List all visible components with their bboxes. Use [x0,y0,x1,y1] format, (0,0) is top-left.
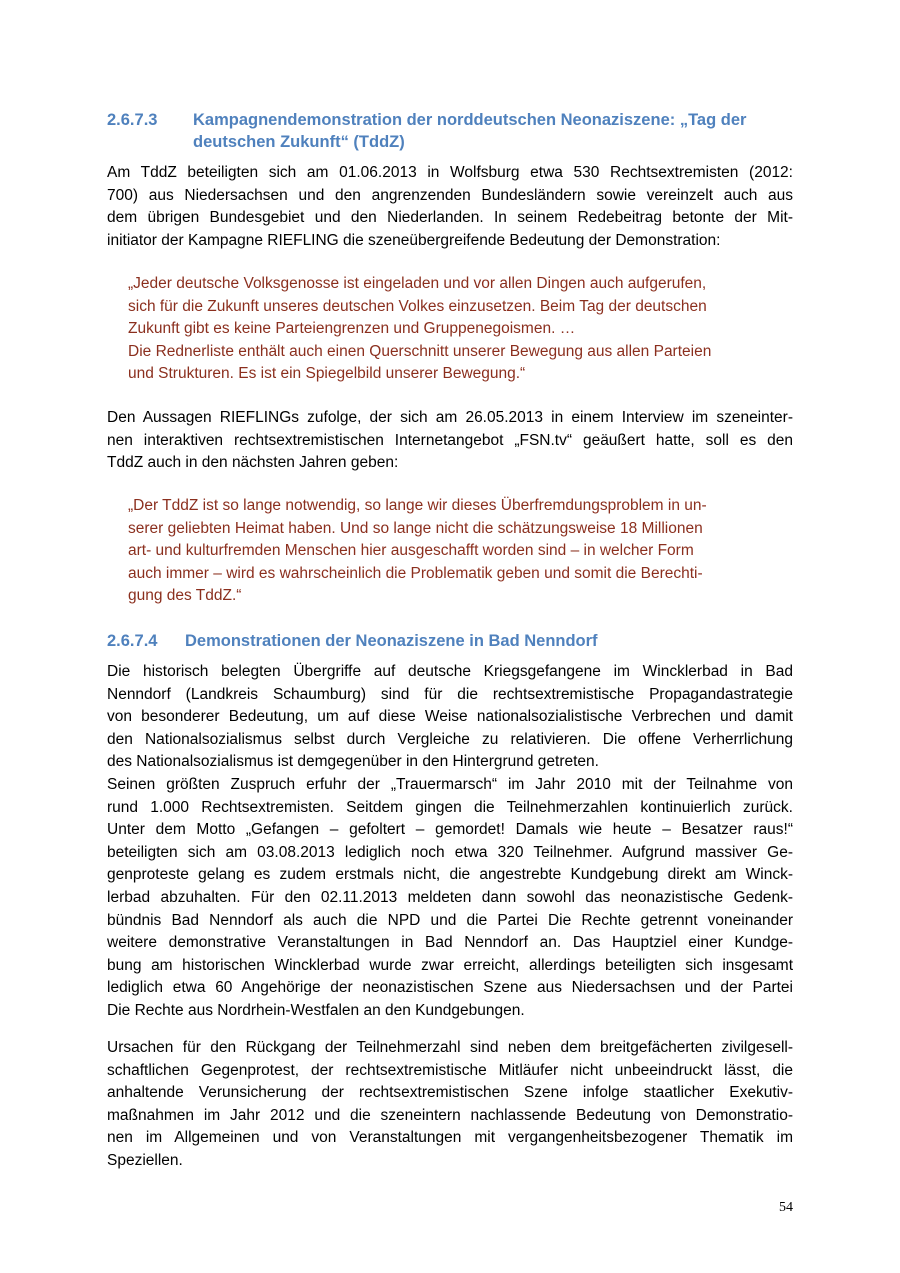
text-line: dem übrigen Bundesgebiet und den Niederlanden. In seinem Redebeitrag betonte der Mit- [107,209,793,227]
text-line: nen im Allgemeinen und von Veranstaltungen mit vergangenheitsbezogener Thematik im [107,1129,793,1147]
text-line: genproteste gelang es zudem erstmals nicht, die angestrebte Kundgebung direkt am Winck- [107,866,793,884]
text-line: rund 1.000 Rechtsextremisten. Seitdem gingen die Teilnehmerzahlen kontinuierlich zurück. [107,798,793,816]
text-line: lerbad abzuhalten. Für den 02.11.2013 meldeten dann sowohl das neonazistische Gedenk- [107,888,793,906]
quote-riefling-2 [128,495,773,608]
section-number: 2.6.7.3 [107,111,158,129]
text-line: Den Aussagen RIEFLINGs zufolge, der sich am 26.05.2013 in einem Interview im szeneinter- [107,409,793,426]
text-line: den Nationalsozialismus selbst durch Vergleiche zu relativieren. Die offene Verherrlichung [107,730,793,748]
text-line: initiator der Kampagne RIEFLING die szeneübergreifende Bedeutung der Demonstration: [107,231,721,249]
quote-line: serer geliebten Heimat haben. Und so lange nicht die schätzungsweise 18 Millionen [128,519,703,537]
text-line: Nenndorf (Landkreis Schaumburg) sind für die rechtsextremistische Propagandastrategie [107,685,793,703]
paragraph-bad-nenndorf-history [107,661,793,774]
text-line: schaftlichen Gegenprotest, der rechtsextremistische Mitläufer nicht unbeeindruckt lässt, die [107,1061,793,1079]
quote-line: Die Rednerliste enthält auch einen Querschnitt unserer Bewegung aus allen Parteien [128,342,712,360]
quote-line: Zukunft gibt es keine Parteiengrenzen und Gruppenegoismen. … [128,320,576,338]
quote-line: auch immer – wird es wahrscheinlich die Problematik geben und somit die Berechti- [128,564,703,582]
section-title [193,109,793,153]
quote-riefling-1 [128,273,773,386]
text-line: bung am historischen Wincklerbad wurde zwar erreicht, allerdings beteiligten sich insgesamt [107,956,793,974]
text-line: 700) aus Niedersachsen und den angrenzenden Bundesländern sowie vereinzelt auch aus [107,186,793,204]
text-line: TddZ auch in den nächsten Jahren geben: [107,454,399,472]
quote-line: sich für die Zukunft unseres deutschen Volkes einzusetzen. Beim Tag der deutschen [128,297,707,315]
quote-line: und Strukturen. Es ist ein Spiegelbild unserer Bewegung.“ [128,365,526,383]
text-line: beteiligten sich am 03.08.2013 lediglich noch etwa 320 Teilnehmer. Aufgrund massiver Ge- [107,843,793,861]
text-line: lediglich etwa 60 Angehörige der neonazistischen Szene aus Niedersachsen und der Partei [107,979,793,997]
section-heading-2-6-7-4 [107,630,793,652]
text-line: Unter dem Motto „Gefangen – gefoltert – gemordet! Damals wie heute – Besatzer raus!“ [107,821,793,839]
quote-line: art- und kulturfremden Menschen hier ausgeschafft worden sind – in welcher Form [128,542,694,560]
section-number: 2.6.7.4 [107,632,158,650]
text-line: weitere demonstrative Veranstaltungen in Bad Nenndorf an. Das Hauptziel einer Kundge- [107,934,793,952]
text-line: nen interaktiven rechtsextremistischen Internetangebot „FSN.tv“ geäußert hatte, soll es den [107,431,793,449]
section-title: Demonstrationen der Neonaziszene in Bad Nenndorf [185,632,598,650]
text-line: Ursachen für den Rückgang der Teilnehmerzahl sind neben dem breitgefächerten zivilgesell- [107,1039,793,1056]
text-line: bündnis Bad Nenndorf als auch die NPD und die Partei Die Rechte getrennt voneinander [107,911,793,929]
quote-line: gung des TddZ.“ [128,587,242,605]
quote-line: „Jeder deutsche Volksgenosse ist eingeladen und vor allen Dingen auch aufgerufen, [128,275,707,292]
text-line: Seinen größten Zuspruch erfuhr der „Trauermarsch“ im Jahr 2010 mit der Teilnahme von [107,776,793,793]
paragraph-trauermarsch [107,774,793,1023]
section-heading-2-6-7-3 [107,109,793,153]
text-line: von besonderer Bedeutung, um auf diese Weise nationalsozialistische Verbrechen und damit [107,708,793,726]
section-title-line: deutschen Zukunft“ (TddZ) [193,133,405,151]
paragraph-tddz-intro [107,162,793,252]
paragraph-riefling-interview [107,407,793,475]
text-line: maßnahmen im Jahr 2012 und die szeneintern nachlassende Bedeutung von Demonstratio- [107,1106,793,1124]
text-line: Am TddZ beteiligten sich am 01.06.2013 in Wolfsburg etwa 530 Rechtsextremisten (2012: [107,164,793,181]
section-title-line: Kampagnendemonstration der norddeutschen Neonaziszene: „Tag der [193,111,747,129]
text-line: Die Rechte aus Nordrhein-Westfalen an den Kundgebungen. [107,1001,525,1019]
quote-line: „Der TddZ ist so lange notwendig, so lange wir dieses Überfremdungsproblem in un- [128,497,707,514]
text-line: des Nationalsozialismus ist demgegenüber in den Hintergrund getreten. [107,753,599,771]
text-line: anhaltende Verunsicherung der rechtsextremistischen Szene infolge staatlicher Exekutiv- [107,1084,793,1102]
page-number: 54 [779,1200,793,1215]
text-line: Die historisch belegten Übergriffe auf deutsche Kriegsgefangene im Wincklerbad in Bad [107,663,793,680]
text-line: Speziellen. [107,1151,183,1169]
paragraph-decline-causes [107,1037,793,1173]
